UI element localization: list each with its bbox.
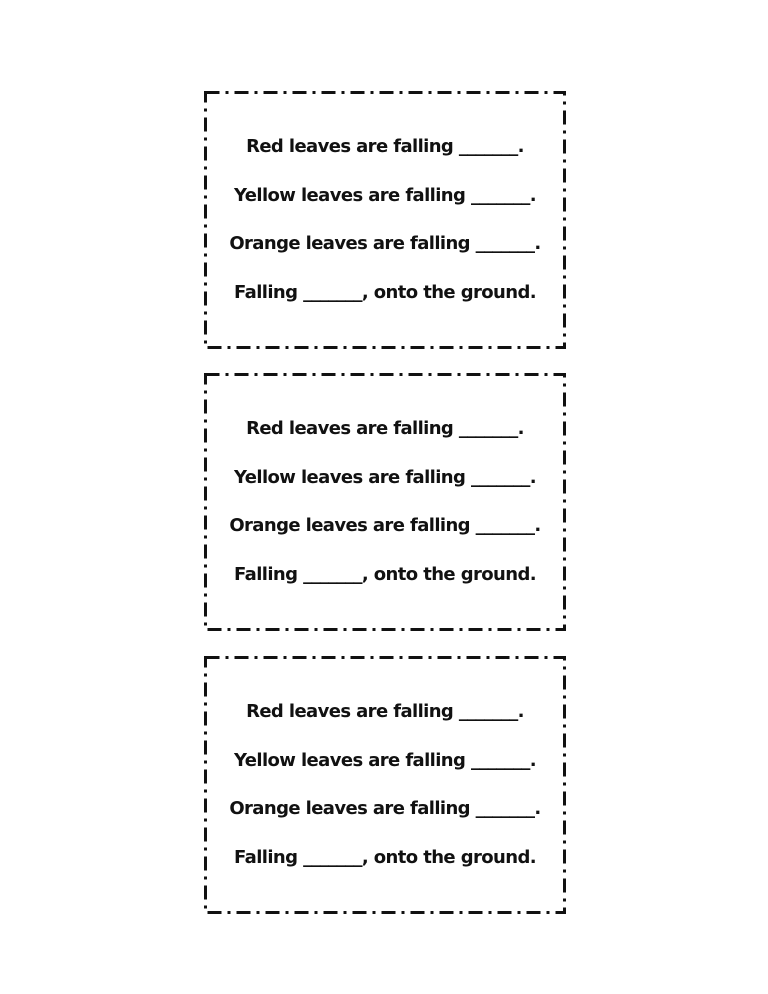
poem-line-falling: Falling _______, onto the ground. (234, 564, 536, 585)
poem-line-falling: Falling _______, onto the ground. (234, 847, 536, 868)
poem-line-red: Red leaves are falling _______. (246, 701, 524, 722)
poem-line-orange: Orange leaves are falling _______. (229, 798, 541, 819)
dash-dot-border (204, 91, 566, 349)
poem-line-orange: Orange leaves are falling _______. (229, 515, 541, 536)
poem-line-yellow: Yellow leaves are falling _______. (233, 750, 537, 771)
poem-line-red: Red leaves are falling _______. (246, 418, 524, 439)
dash-dot-border (204, 656, 566, 914)
dash-dot-border (204, 373, 566, 631)
poem-line-yellow: Yellow leaves are falling _______. (233, 185, 537, 206)
poem-line-yellow: Yellow leaves are falling _______. (233, 467, 537, 488)
poem-card-2 (204, 373, 566, 631)
poem-line-red: Red leaves are falling _______. (246, 136, 524, 157)
poem-card-1 (204, 91, 566, 349)
poem-line-falling: Falling _______, onto the ground. (234, 282, 536, 303)
poem-card-3 (204, 656, 566, 914)
poem-line-orange: Orange leaves are falling _______. (229, 233, 541, 254)
